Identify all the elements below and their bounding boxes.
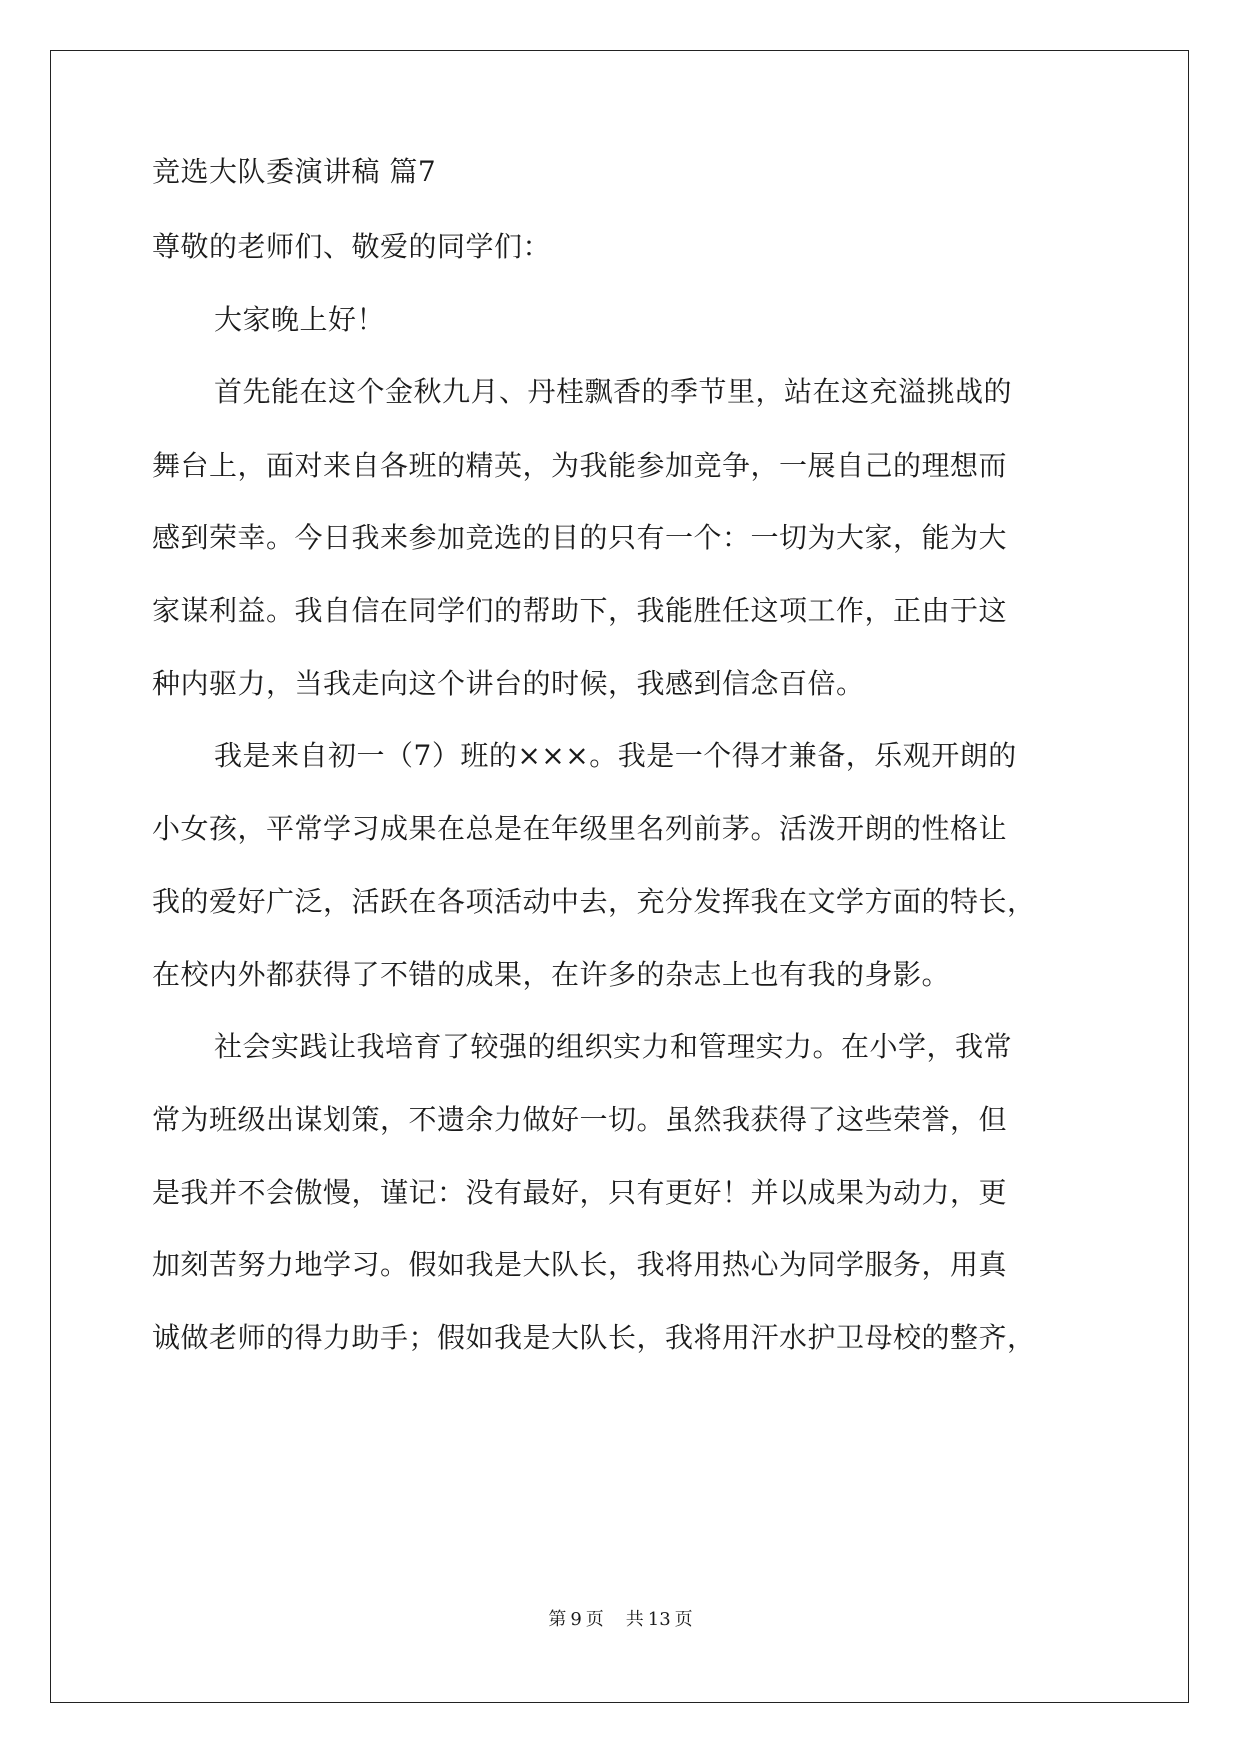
- paragraph-line: 加刻苦努力地学习。假如我是大队长，我将用热心为同学服务，用真: [152, 1248, 1008, 1281]
- page-prefix: 第: [548, 1609, 567, 1630]
- paragraph-line: 是我并不会傲慢，谨记：没有最好，只有更好！并以成果为动力，更: [152, 1176, 1008, 1209]
- paragraph-line: 我的爱好广泛，活跃在各项活动中去，充分发挥我在文学方面的特长，: [152, 885, 1036, 918]
- paragraph-line: 感到荣幸。今日我来参加竞选的目的只有一个：一切为大家，能为大: [152, 521, 1008, 554]
- total-prefix: 共: [625, 1609, 644, 1630]
- paragraph-line: 常为班级出谋划策，不遗余力做好一切。虽然我获得了这些荣誉，但: [152, 1103, 1008, 1136]
- paragraph-line: 种内驱力，当我走向这个讲台的时候，我感到信念百倍。: [152, 667, 865, 700]
- page-number: 9: [570, 1609, 582, 1630]
- paragraph-line: 在校内外都获得了不错的成果，在许多的杂志上也有我的身影。: [152, 958, 951, 991]
- paragraph-line: 舞台上，面对来自各班的精英，为我能参加竞争，一展自己的理想而: [152, 449, 1008, 482]
- greeting: 大家晚上好！: [214, 303, 386, 336]
- paragraph-line: 首先能在这个金秋九月、丹桂飘香的季节里，站在这充溢挑战的: [214, 375, 1013, 408]
- paragraph-line: 社会实践让我培育了较强的组织实力和管理实力。在小学，我常: [214, 1030, 1013, 1063]
- total-suffix: 页: [674, 1609, 693, 1630]
- salutation: 尊敬的老师们、敬爱的同学们：: [152, 230, 552, 263]
- paragraph-line: 诚做老师的得力助手；假如我是大队长，我将用汗水护卫母校的整齐，: [152, 1321, 1036, 1354]
- paragraph-line: 小女孩，平常学习成果在总是在年级里名列前茅。活泼开朗的性格让: [152, 812, 1008, 845]
- page-border: [50, 50, 1189, 1703]
- page-suffix: 页: [585, 1609, 604, 1630]
- paragraph-line: 家谋利益。我自信在同学们的帮助下，我能胜任这项工作，正由于这: [152, 594, 1008, 627]
- document-title: 竞选大队委演讲稿 篇7: [152, 155, 437, 188]
- total-pages: 13: [647, 1609, 671, 1630]
- page-footer: [0, 1608, 1241, 1632]
- paragraph-line: 我是来自初一（7）班的×××。我是一个得才兼备，乐观开朗的: [214, 739, 1017, 772]
